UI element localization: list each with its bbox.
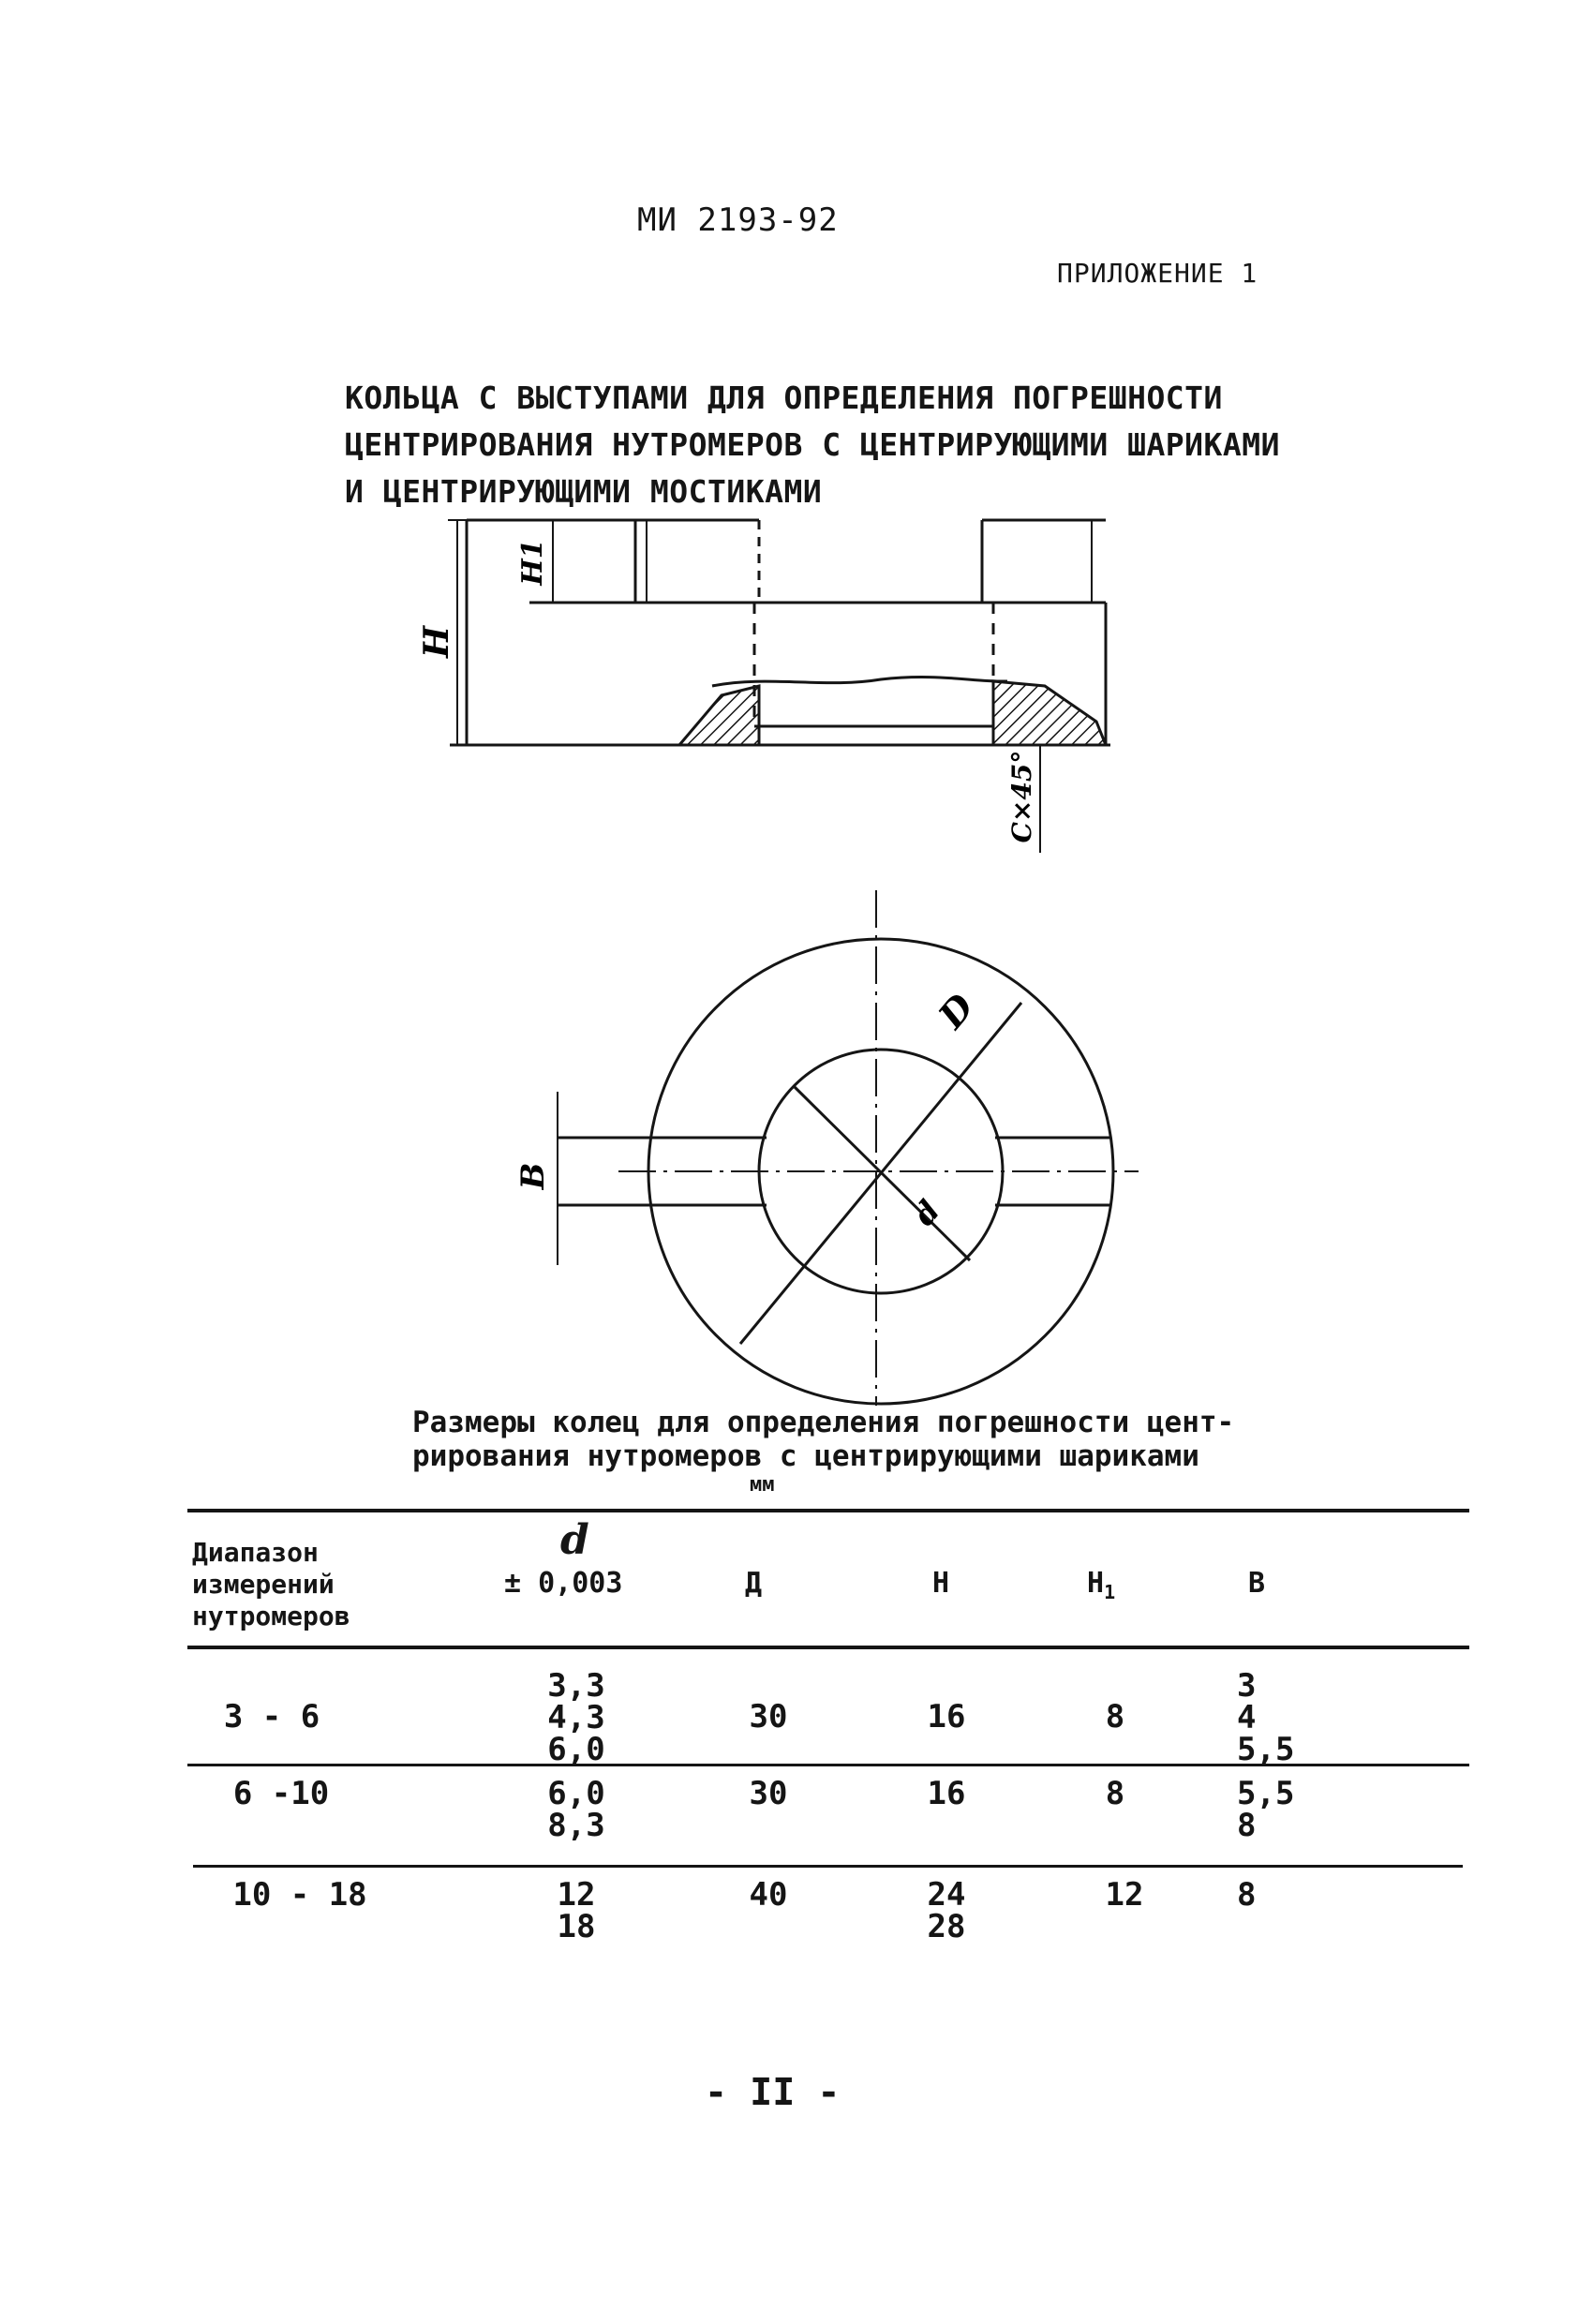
label-chamfer: C×45° — [1006, 750, 1037, 843]
document-code: МИ 2193-92 — [637, 201, 839, 239]
row2-H1: 8 — [1105, 1775, 1125, 1812]
title-line: КОЛЬЦА С ВЫСТУПАМИ ДЛЯ ОПРЕДЕЛЕНИЯ ПОГРЕШНОСТИ — [345, 380, 1223, 416]
appendix-label: ПРИЛОЖЕНИЕ 1 — [1057, 258, 1258, 289]
label-B: B — [514, 1162, 552, 1190]
table-header-rule — [187, 1646, 1469, 1649]
row2-H: 16 — [927, 1775, 966, 1812]
row2-D: 30 — [749, 1775, 788, 1812]
row3-range: 10 - 18 — [232, 1876, 367, 1914]
row1-range: 3 - 6 — [223, 1698, 320, 1736]
header-B: В — [1248, 1567, 1266, 1600]
caption-line: Размеры колец для определения погрешности цент- — [412, 1406, 1235, 1439]
row1-d: 3,3 4,3 6,0 — [547, 1667, 605, 1768]
table-row-rule — [193, 1865, 1463, 1868]
label-d: d — [906, 1193, 947, 1233]
row3-D: 40 — [749, 1876, 788, 1914]
table-caption — [412, 1406, 1368, 1473]
plan-view — [558, 890, 1139, 1406]
row2-B: 5,5 8 — [1237, 1775, 1295, 1844]
header-H1: $Н_1$ — [1087, 1567, 1116, 1603]
page-number: - II - — [705, 2071, 841, 2114]
caption-line: рирования нутромеров с центрирующими шариками — [412, 1439, 1199, 1473]
row1-B: 3 4 5,5 — [1237, 1667, 1295, 1768]
header-d-tolerance: ± 0,003 — [504, 1567, 623, 1600]
row3-H1: 12 — [1105, 1876, 1144, 1914]
title-line: И ЦЕНТРИРУЮЩИМИ МОСТИКАМИ — [345, 473, 823, 510]
row1-H1: 8 — [1105, 1698, 1125, 1736]
label-H1: H1 — [516, 539, 549, 586]
row1-D: 30 — [749, 1698, 788, 1736]
row2-range: 6 -10 — [232, 1775, 330, 1812]
row1-H: 16 — [927, 1698, 966, 1736]
table-units: мм — [750, 1473, 775, 1497]
row3-H: 24 28 — [927, 1876, 966, 1945]
header-range: Диапазон измерений нутромеров — [192, 1537, 350, 1631]
header-H: Н — [932, 1567, 950, 1600]
title-line: ЦЕНТРИРОВАНИЯ НУТРОМЕРОВ С ЦЕНТРИРУЮЩИМИ ШАРИКАМИ — [345, 426, 1281, 463]
row2-d: 6,0 8,3 — [547, 1775, 605, 1844]
label-D: D — [930, 985, 983, 1036]
row3-B: 8 — [1237, 1876, 1257, 1914]
label-H: H — [417, 625, 456, 659]
header-D: Д — [745, 1567, 763, 1600]
table-top-rule — [187, 1509, 1469, 1512]
row3-d: 12 18 — [557, 1876, 596, 1945]
header-d-symbol: d — [560, 1516, 589, 1564]
